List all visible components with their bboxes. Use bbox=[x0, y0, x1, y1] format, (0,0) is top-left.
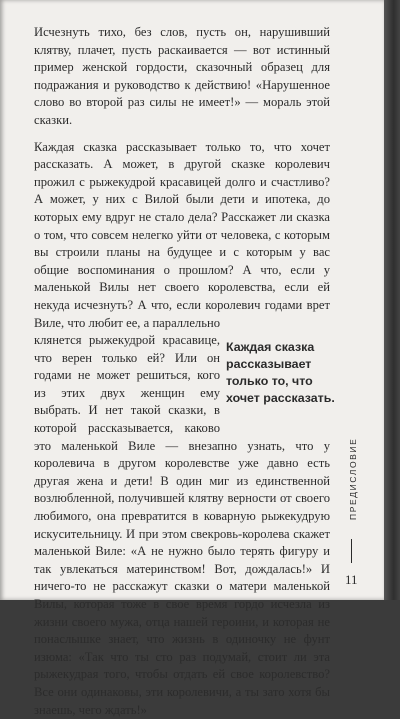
book-spine-shadow bbox=[384, 0, 400, 600]
running-head-rule bbox=[351, 539, 352, 563]
running-head: ПРЕДИСЛОВИЕ bbox=[348, 437, 358, 520]
paragraph-1: Исчезнуть тихо, без слов, пусть он, нарушивший клятву, плачет, пусть раскаивается — вот истинный пример женской гордости, сказочный образец для подражания и руководство к действию! «Нарушенное слово во второй раз силы не имеет!» — мораль этой сказки. bbox=[34, 25, 330, 127]
page-number: 11 bbox=[345, 572, 358, 587]
paragraph-2: Каждая сказка рассказывает только то, что хочет рассказать. А может, в другой сказке королевич прожил с рыжекудрой красавицей долго и счастливо? А может, у них с Вилой были дети и ипотека, до которых ему вдруг не стало дела? Расскажет ли сказка о том, что совсем нелегко уйти от человека, с которым вы строили планы на будущее и с которым у вас общие воспоминания о прошлом? А что, если у маленькой Вилы нет своего королевства, если ей некуда исчезнуть? А что, если королевич годами врет Виле, что любит ее, а параллельно клянется рыжекудрой красавице, что верен только ей? Или он годами не может решиться, кого из этих двух женщин ему выбрать. И нет такой сказки, в которой рассказывается, каково это маленькой Виле — внезапно узнать, что у королевича в другом королевстве уже давно есть другая жена и дети! В один миг из единственной возлюбленной, получившей клятву верности от своего любимого, она превратится в коварную рыжекудрую искусительницу. И при этом свекровь-королева скажет маленькой Виле: «А не нужно было терять фигуру и так увлекаться материнством! Вот, дождалась!» И ничего-то не расскажут сказки о матери маленькой Вилы, которая тоже в свое время гордо исчезла из жизни своего мужа, отца нашей героини, и которая не понаслышке знает, что жизнь в одиночку не фунт изюма: «Так что ты сто раз подумай, стоит ли эта рыжекудрая того, чтобы отдать ей свое королевство? Все они одинаковы, эти королевичи, а ты зато хотя бы знаешь, чего ждать!» bbox=[34, 139, 330, 717]
pull-quote: Каждая сказка рассказывает только то, что хочет рассказать. bbox=[226, 340, 335, 405]
